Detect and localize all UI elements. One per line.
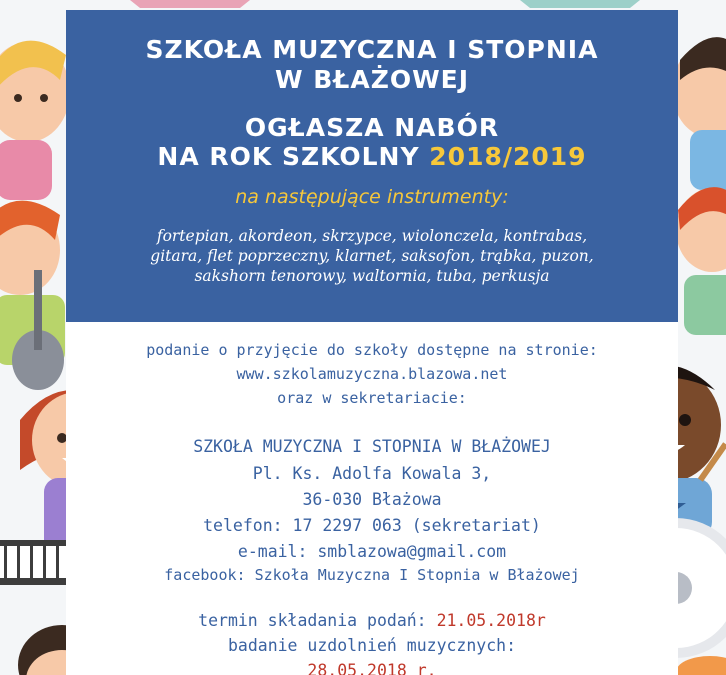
announcement-line1: OGŁASZA NABÓR xyxy=(244,113,500,142)
application-info-line3: oraz w sekretariacie: xyxy=(277,389,467,407)
submission-deadline-label: termin składania podań: xyxy=(198,611,437,630)
aptitude-test-date: 28.05.2018 r. xyxy=(307,661,437,675)
announcement-line2 xyxy=(66,143,678,171)
instruments-intro: na następujące instrumenty: xyxy=(235,186,509,208)
school-year: 2018/2019 xyxy=(429,142,587,171)
school-name: SZKOŁA MUZYCZNA I STOPNIA W BŁAŻOWEJ xyxy=(193,437,551,456)
instruments-line3: sakshorn tenorowy, waltornia, tuba, perkusja xyxy=(194,267,550,285)
submission-deadline xyxy=(66,610,678,632)
announcement-line2-text: NA ROK SZKOLNY xyxy=(157,142,420,171)
tambourine-illustration xyxy=(676,656,726,675)
decorative-scrap xyxy=(520,0,640,8)
facebook-page[interactable]: facebook: Szkoła Muzyczna I Stopnia w Błażowej xyxy=(164,566,580,584)
website-link[interactable]: www.szkolamuzyczna.blazowa.net xyxy=(236,365,508,383)
child-illustration-left-guitar xyxy=(0,201,65,390)
email-address[interactable]: e-mail: smblazowa@gmail.com xyxy=(237,542,507,561)
school-title-line1: SZKOŁA MUZYCZNA I STOPNIA xyxy=(145,35,599,64)
aptitude-test-label: badanie uzdolnień muzycznych: xyxy=(227,636,517,655)
instruments-line2: gitara, flet poprzeczny, klarnet, saksofon, trąbka, puzon, xyxy=(150,247,594,265)
decorative-scrap xyxy=(130,0,250,8)
phone-number: telefon: 17 2297 063 (sekretariat) xyxy=(203,516,541,535)
application-info-line1: podanie o przyjęcie do szkoły dostępne na stronie: xyxy=(146,341,598,359)
submission-deadline-date: 21.05.2018r xyxy=(436,611,546,630)
instruments-line1: fortepian, akordeon, skrzypce, wiolonczela, kontrabas, xyxy=(156,227,588,245)
address-street: Pl. Ks. Adolfa Kowala 3, xyxy=(252,464,492,483)
school-title-line2: W BŁAŻOWEJ xyxy=(274,65,470,94)
address-city: 36-030 Błażowa xyxy=(302,490,442,509)
child-illustration-top-right xyxy=(672,37,726,190)
child-illustration-right xyxy=(676,187,726,335)
child-illustration-top-left xyxy=(0,41,70,200)
